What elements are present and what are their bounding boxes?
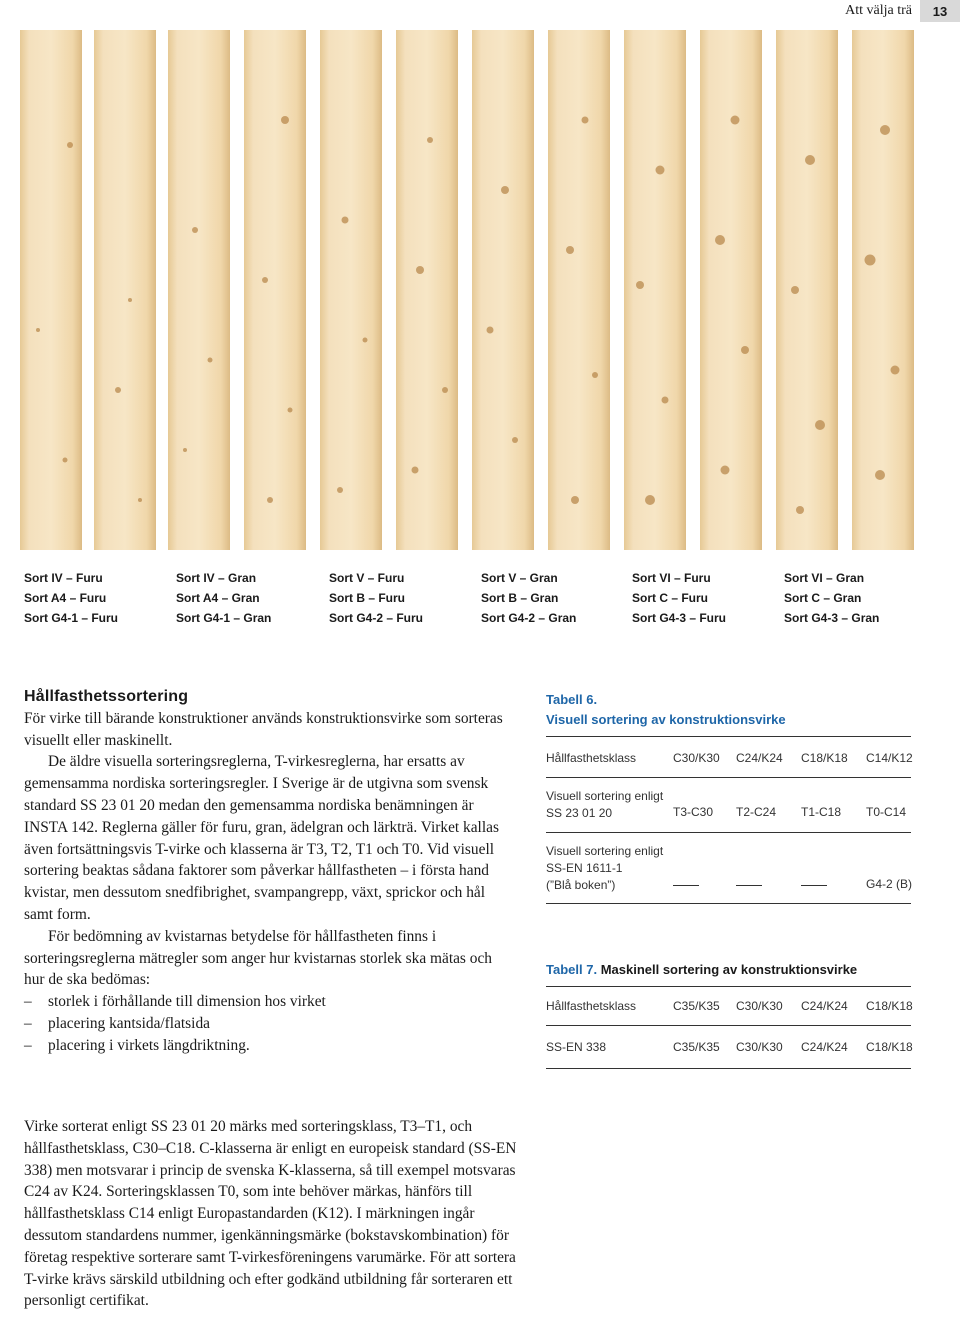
- table-rule: [546, 1068, 911, 1069]
- table-cell: Hållfasthetsklass: [546, 751, 637, 765]
- wood-planks-photo: [0, 30, 960, 550]
- plank: [472, 30, 534, 550]
- table-cell: C30/K30: [736, 999, 783, 1013]
- table-7-heading: [546, 960, 911, 980]
- list-dash: –: [24, 1036, 32, 1054]
- plank-caption-3: [329, 568, 479, 628]
- caption-line: Sort V – Gran: [481, 571, 558, 585]
- caption-line: Sort B – Furu: [329, 591, 406, 605]
- table-cell: T0-C14: [866, 805, 907, 819]
- caption-line: Sort G4-3 – Furu: [632, 611, 727, 625]
- table-cell: T3-C30: [673, 805, 714, 819]
- table-rule: [546, 1025, 911, 1026]
- caption-line: Sort A4 – Gran: [176, 591, 260, 605]
- table-cell: C18/K18: [866, 1040, 913, 1054]
- table-cell: T1-C18: [801, 805, 842, 819]
- running-header-title: Att välja trä: [845, 3, 912, 18]
- table-rule: [546, 832, 911, 833]
- table-cell: SS-EN 338: [546, 1040, 607, 1054]
- list-dash: –: [24, 1014, 32, 1032]
- plank: [244, 30, 306, 550]
- caption-line: Sort G4-2 – Furu: [329, 611, 424, 625]
- plank-caption-1: [24, 568, 174, 628]
- caption-line: Sort A4 – Furu: [24, 591, 107, 605]
- table-rule: [546, 777, 911, 778]
- plank-caption-6: [784, 568, 934, 628]
- table-cell: C30/K30: [673, 751, 720, 765]
- plank: [776, 30, 838, 550]
- plank: [20, 30, 82, 550]
- paragraph-intro: För virke till bärande konstruktioner används konstruktionsvirke som sorteras visuellt eller maskinellt.: [24, 709, 503, 749]
- caption-line: Sort IV – Gran: [176, 571, 257, 585]
- table-7-title: Maskinell sortering av konstruktionsvirke: [600, 962, 858, 977]
- knots: [36, 116, 900, 515]
- table-cell: C18/K18: [801, 751, 848, 765]
- list-item: [24, 1013, 504, 1035]
- table-cell: SS-EN 1611-1: [546, 861, 623, 875]
- lower-text: [24, 1116, 524, 1312]
- table-cell: C35/K35: [673, 999, 720, 1013]
- table-row: [546, 788, 911, 826]
- table-row-label: [546, 788, 663, 822]
- table-cell: C24/K24: [801, 999, 848, 1013]
- caption-line: Sort VI – Furu: [632, 571, 711, 585]
- plank: [320, 30, 382, 550]
- table-rule: [546, 986, 911, 987]
- table-cell: T2-C24: [736, 805, 777, 819]
- table-row: [546, 843, 911, 897]
- caption-line: Sort G4-3 – Gran: [784, 611, 880, 625]
- list-item-text: storlek i förhållande till dimension hos virket: [48, 993, 326, 1011]
- list-item: [24, 1035, 504, 1057]
- caption-line: Sort G4-1 – Gran: [176, 611, 272, 625]
- table-row: [546, 751, 911, 771]
- table-cell: C35/K35: [673, 1040, 720, 1054]
- caption-line: Sort B – Gran: [481, 591, 559, 605]
- paragraph-rules: De äldre visuella sorteringsreglerna, T-virkesreglerna, har ersatts av gemensamma nordiska sorteringsregler. I Sverige är de utgivna som svensk standard SS 23 01 20 medan den gemensamma nordiska benämningen är INSTA 142. Reglerna gäller för furu, gran, ädelgran och lärkträ. Virket kallas även fortsättningsvis T-virke och klasserna är T3, T2, T1 och T0. Vid visuell sortering beaktas sådana faktorer som påverkar hållfastheten – i första hand kvistar, men dessutom snedfibrighet, svampangrepp, växt, sprickor och hål samt form.: [24, 753, 499, 923]
- table-7: [546, 960, 911, 1069]
- table-cell: C24/K24: [801, 1040, 848, 1054]
- table-cell: C14/K12: [866, 751, 913, 765]
- empty-dash: [736, 885, 762, 886]
- table-rule: [546, 736, 911, 737]
- plank: [94, 30, 156, 550]
- plank: [548, 30, 610, 550]
- plank: [700, 30, 762, 550]
- table-cell: Hållfasthetsklass: [546, 999, 637, 1013]
- paragraph-knots: För bedömning av kvistarnas betydelse för hållfastheten finns i sorteringsreglerna mätregler som anger hur kvistarnas storlek ska mätas och hur de ska bedömas:: [24, 927, 492, 989]
- table-cell: G4-2 (B): [866, 877, 913, 891]
- plank-caption-4: [481, 568, 631, 628]
- plank-caption-5: [632, 568, 782, 628]
- running-header: [845, 0, 960, 22]
- plank: [396, 30, 458, 550]
- empty-dash: [673, 885, 699, 886]
- page-number: 13: [920, 0, 960, 22]
- list-dash: –: [24, 993, 32, 1011]
- list-item-text: placering kantsida/flatsida: [48, 1014, 210, 1032]
- table-cell: (”Blå boken”): [546, 878, 616, 892]
- table-6-title: Visuell sortering av konstruktionsvirke: [546, 712, 786, 727]
- table-rule: [546, 903, 911, 904]
- main-text: [24, 686, 504, 1057]
- table-cell: Visuell sortering enligt: [546, 844, 664, 858]
- caption-line: Sort C – Furu: [632, 591, 709, 605]
- plank: [624, 30, 686, 550]
- caption-line: Sort VI – Gran: [784, 571, 865, 585]
- empty-dash: [801, 885, 827, 886]
- plank-caption-2: [176, 568, 326, 628]
- caption-line: Sort G4-2 – Gran: [481, 611, 577, 625]
- plank-group: [20, 30, 914, 550]
- table-7-label: Tabell 7.: [546, 962, 598, 977]
- caption-line: Sort G4-1 – Furu: [24, 611, 119, 625]
- caption-line: Sort IV – Furu: [24, 571, 103, 585]
- list-item-text: placering i virkets längdriktning.: [48, 1036, 250, 1054]
- caption-line: Sort C – Gran: [784, 591, 862, 605]
- table-6: [546, 690, 911, 904]
- table-row: [546, 1040, 911, 1060]
- caption-line: Sort V – Furu: [329, 571, 405, 585]
- plank: [168, 30, 230, 550]
- paragraph-marking: Virke sorterat enligt SS 23 01 20 märks med sorteringsklass, T3–T1, och hållfasthetsklass, C30–C18. C-klasserna är enligt en europeisk standard (SS-EN 338) men motsvarar i princip de svenska K-klasserna, så till exempel motsvaras C24 av K24. Sorteringsklassen T0, som inte behöver märkas, hänförs till hållfasthetsklass C14 enligt Europastandarden (K12). I märkningen ingår dessutom standardens nummer, igenkänningsmärke (bokstavskombination) för företag respektive sorterare samt T-virkesföreningens varumärke. För att sortera T-virke krävs särskild utbildning och efter godkänd utbildning får sorteraren ett personligt certifikat.: [24, 1118, 517, 1310]
- table-row: [546, 999, 911, 1019]
- table-cell: SS 23 01 20: [546, 806, 613, 820]
- section-heading: Hållfasthetssortering: [24, 688, 189, 705]
- table-cell: C24/K24: [736, 751, 783, 765]
- table-cell: C18/K18: [866, 999, 913, 1013]
- table-cell: C30/K30: [736, 1040, 783, 1054]
- table-6-label: Tabell 6.: [546, 692, 598, 707]
- table-row-label: [546, 843, 663, 894]
- list-item: [24, 991, 504, 1013]
- table-cell: Visuell sortering enligt: [546, 789, 664, 803]
